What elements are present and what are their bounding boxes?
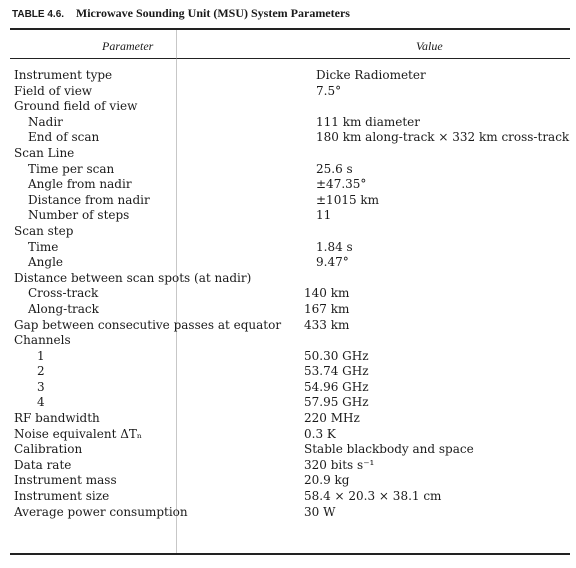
value-cell: 1.84 s: [316, 239, 353, 254]
parameter-cell: Scan Line: [14, 145, 75, 160]
value-cell: 25.6 s: [316, 161, 353, 176]
parameter-cell: 2: [37, 364, 45, 379]
value-cell: 433 km: [304, 317, 350, 332]
table-row: [0, 458, 576, 474]
parameter-cell: Cross-track: [28, 286, 99, 301]
table-row: [0, 130, 576, 146]
parameter-cell: Instrument mass: [14, 473, 117, 488]
table-row: [0, 380, 576, 396]
table-caption: Microwave Sounding Unit (MSU) System Parameters: [75, 6, 350, 20]
table-row: [0, 193, 576, 209]
parameter-cell: 1: [37, 348, 45, 363]
bottom-rule: [10, 553, 570, 555]
table-row: [0, 333, 576, 349]
table-row: [0, 489, 576, 505]
value-cell: 54.96 GHz: [304, 379, 369, 394]
table-number: TABLE 4.6.: [12, 9, 65, 20]
table-row: [0, 427, 576, 443]
table-title: [12, 6, 350, 21]
table-row: [0, 177, 576, 193]
value-cell: 9.47°: [316, 255, 349, 270]
value-cell: ±47.35°: [316, 177, 367, 192]
value-cell: 11: [316, 208, 332, 223]
value-cell: 58.4 × 20.3 × 38.1 cm: [304, 489, 442, 504]
table-row: [0, 364, 576, 380]
table-row: [0, 240, 576, 256]
parameter-cell: Instrument type: [14, 68, 113, 82]
table-body: [0, 68, 576, 520]
table-row: [0, 286, 576, 302]
value-cell: 320 bits s⁻¹: [304, 457, 375, 472]
value-cell: 220 MHz: [304, 411, 360, 426]
parameter-cell: Field of view: [14, 83, 93, 98]
parameter-cell: Noise equivalent ΔTₙ: [14, 426, 143, 441]
parameter-cell: Number of steps: [28, 208, 130, 223]
table-row: [0, 146, 576, 162]
value-cell: ±1015 km: [316, 192, 380, 207]
parameter-cell: Distance from nadir: [28, 192, 150, 207]
table-row: [0, 349, 576, 365]
value-cell: 7.5°: [316, 83, 342, 98]
parameter-cell: Instrument size: [14, 489, 110, 504]
parameter-cell: 3: [37, 379, 45, 394]
value-cell: 53.74 GHz: [304, 364, 369, 379]
parameter-cell: Nadir: [28, 114, 63, 129]
value-cell: 180 km along-track × 332 km cross-track: [316, 130, 570, 145]
column-header-parameter: Parameter: [102, 39, 154, 53]
parameter-cell: Scan step: [14, 223, 74, 238]
table-row: [0, 224, 576, 240]
parameter-cell: Time per scan: [28, 161, 115, 176]
parameter-cell: Average power consumption: [14, 504, 188, 519]
value-cell: 50.30 GHz: [304, 348, 369, 363]
parameter-cell: RF bandwidth: [14, 411, 100, 426]
value-cell: 140 km: [304, 286, 350, 301]
table-row: [0, 505, 576, 521]
parameter-cell: Data rate: [14, 457, 72, 472]
parameter-cell: Distance between scan spots (at nadir): [14, 270, 252, 285]
table-row: [0, 162, 576, 178]
table-row: [0, 473, 576, 489]
table-row: [0, 84, 576, 100]
table-row: [0, 99, 576, 115]
table-row: [0, 411, 576, 427]
value-cell: 167 km: [304, 301, 350, 316]
parameter-cell: Calibration: [14, 442, 83, 457]
parameter-cell: Time: [28, 239, 59, 254]
table-row: [0, 318, 576, 334]
header-rule: [10, 58, 570, 59]
parameter-cell: Channels: [14, 333, 71, 348]
table-row: [0, 271, 576, 287]
table-row: [0, 208, 576, 224]
parameter-cell: Angle: [28, 255, 64, 270]
value-cell: 57.95 GHz: [304, 395, 369, 410]
parameter-cell: End of scan: [28, 130, 100, 145]
parameter-cell: Angle from nadir: [28, 177, 132, 192]
table-row: [0, 68, 576, 84]
parameter-cell: 4: [37, 395, 45, 410]
column-header-value: Value: [416, 39, 443, 53]
value-cell: 20.9 kg: [304, 473, 350, 488]
top-rule: [10, 28, 570, 30]
value-cell: Stable blackbody and space: [304, 442, 474, 457]
parameter-cell: Gap between consecutive passes at equator: [14, 317, 282, 332]
table-row: [0, 302, 576, 318]
table-row: [0, 115, 576, 131]
table-row: [0, 255, 576, 271]
value-cell: 30 W: [304, 504, 336, 519]
parameter-cell: Ground field of view: [14, 99, 138, 114]
parameter-cell: Along-track: [28, 301, 99, 316]
table-row: [0, 442, 576, 458]
value-cell: Dicke Radiometer: [316, 68, 426, 82]
value-cell: 111 km diameter: [316, 114, 420, 129]
table-row: [0, 395, 576, 411]
value-cell: 0.3 K: [304, 426, 336, 441]
